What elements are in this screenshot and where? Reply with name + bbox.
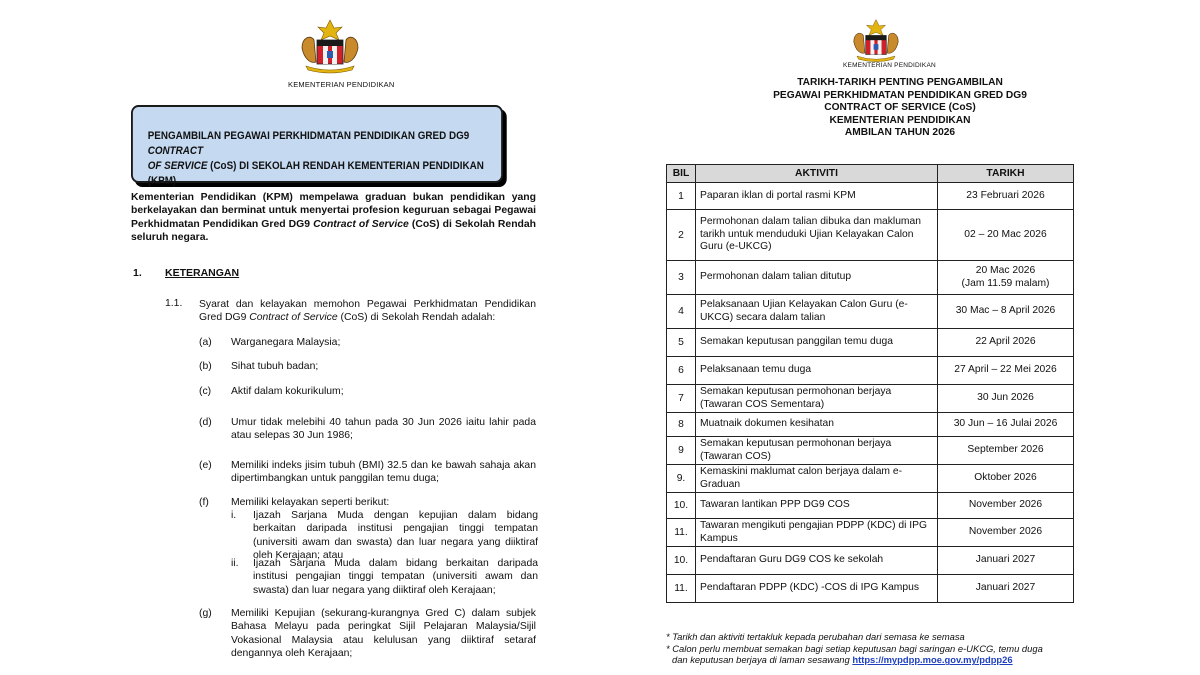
list-item-text: Aktif dalam kokurikulum; [231,386,344,397]
title-italic-a: CONTRACT [147,145,204,157]
table-row [667,295,1074,329]
cell-aktiviti: Permohonan dalam talian dibuka dan makluman tarikh untuk menduduki Ujian Kelayakan Calon Guru (e-UKCG) [696,210,938,261]
cell-tarikh: 22 April 2026 [938,329,1074,357]
table-row [667,385,1074,413]
intro-text-2: (CoS) di Sekolah Rendah seluruh negara. [131,218,537,244]
table-row [667,465,1074,493]
column-header-tarikh: TARIKH [938,165,1074,183]
cell-bil: 11. [667,575,696,603]
footnote-2-continuation [666,654,1043,666]
table-row [667,413,1074,437]
cell-aktiviti: Permohonan dalam talian ditutup [696,261,938,295]
cell-tarikh: Januari 2027 [938,575,1074,603]
sub-list-item-label: i. [231,510,237,521]
list-item-label: (a) [199,337,212,348]
cell-aktiviti: Semakan keputusan permohonan berjaya (Tawaran COS) [696,437,938,465]
list-item-label: (c) [199,386,212,397]
cell-bil: 3 [667,261,696,295]
cell-aktiviti: Pendaftaran Guru DG9 COS ke sekolah [696,547,938,575]
heading-line: AMBILAN TAHUN 2026 [844,127,956,139]
footnote-2: * Calon perlu membuat semakan bagi setiap keputusan bagi saringan e-UKCG, temu duga [666,642,1043,654]
list-item-label: (e) [199,460,212,471]
list-item-label: (d) [199,417,212,428]
footnotes [666,631,1043,666]
column-header-aktiviti: AKTIVITI [696,165,938,183]
sub-list-item-label: ii. [231,558,239,569]
table-row [667,493,1074,519]
list-item-label: (g) [199,608,212,619]
table-header-row [667,165,1074,183]
list-item-label: (f) [199,497,209,508]
heading-line: KEMENTERIAN PENDIDIKAN [829,114,971,126]
schedule-table-body [667,183,1074,603]
subsection-text-a: Syarat dan kelayakan memohon Pegawai Perkhidmatan Pendidikan Gred DG9 [199,299,536,324]
cell-tarikh: Oktober 2026 [938,465,1074,493]
table-row [667,519,1074,547]
cell-bil: 9 [667,437,696,465]
cell-tarikh: 30 Jun – 16 Julai 2026 [938,413,1074,437]
cell-bil: 1 [667,183,696,210]
table-row [667,357,1074,385]
cell-aktiviti: Paparan iklan di portal rasmi KPM [696,183,938,210]
cell-bil: 10. [667,493,696,519]
sub-list-item-text: Ijazah Sarjana Muda dengan kepujian dalam bidang berkaitan daripada institusi pengajian tinggi tempatan (universiti awam dan swasta) dan luar negara yang diiktiraf oleh Kerajaan; atau [253,510,538,562]
ministry-name-label: KEMENTERIAN PENDIDIKAN [843,62,936,69]
cell-aktiviti: Pelaksanaan Ujian Kelayakan Calon Guru (e-UKCG) secara dalam talian [696,295,938,329]
cell-tarikh: 27 April – 22 Mei 2026 [938,357,1074,385]
schedule-heading [600,77,1200,140]
table-row [667,261,1074,295]
list-item-text: Warganegara Malaysia; [231,337,341,348]
cell-bil: 11. [667,519,696,547]
table-row [667,575,1074,603]
cell-tarikh: September 2026 [938,437,1074,465]
heading-line: TARIKH-TARIKH PENTING PENGAMBILAN [797,77,1003,88]
cell-aktiviti: Pelaksanaan temu duga [696,357,938,385]
table-row [667,183,1074,210]
list-item-text: Memiliki Kepujian (sekurang-kurangnya Gred C) dalam subjek Bahasa Melayu pada peringkat Sijil Pelajaran Malaysia/Sijil Vokasional Malaysia atau kelulusan yang diiktiraf setaraf dengannya oleh Kerajaan; [231,608,536,660]
cell-tarikh: 02 – 20 Mac 2026 [938,210,1074,261]
cell-bil: 6 [667,357,696,385]
column-header-bil: BIL [667,165,696,183]
title-line-b: (CoS) DI SEKOLAH RENDAH KEMENTERIAN PENDIDIKAN (KPM) [147,160,484,187]
cell-aktiviti: Muatnaik dokumen kesihatan [696,413,938,437]
cell-bil: 5 [667,329,696,357]
footnote-2-text: dan keputusan berjaya di laman sesawang [672,654,850,666]
table-row [667,547,1074,575]
cell-bil: 8 [667,413,696,437]
title-italic-b: OF SERVICE [147,160,208,172]
cell-bil: 4 [667,295,696,329]
subsection-text [199,298,536,325]
cell-aktiviti: Pendaftaran PDPP (KDC) -COS di IPG Kampus [696,575,938,603]
cell-aktiviti: Semakan keputusan panggilan temu duga [696,329,938,357]
cell-aktiviti: Tawaran lantikan PPP DG9 COS [696,493,938,519]
list-item-text: Memiliki indeks jisim tubuh (BMI) 32.5 dan ke bawah sahaja akan dipertimbangkan untuk panggilan temu duga; [231,460,536,485]
intro-paragraph [131,191,536,245]
recruitment-title-box [131,105,503,187]
cell-tarikh: November 2026 [938,493,1074,519]
section-number: 1. [133,267,142,279]
mypdpp-link[interactable]: https://mypdpp.moe.gov.my/pdpp26 [852,654,1013,666]
cell-bil: 7 [667,385,696,413]
list-item-label: (b) [199,361,212,372]
malaysia-coat-of-arms-icon [849,18,903,64]
cell-bil: 10. [667,547,696,575]
cell-tarikh: 30 Mac – 8 April 2026 [938,295,1074,329]
cell-tarikh: 20 Mac 2026 (Jam 11.59 malam) [938,261,1074,295]
cell-tarikh: 30 Jun 2026 [938,385,1074,413]
schedule-table [666,164,1074,603]
list-item-text: Memiliki kelayakan seperti berikut: [231,497,390,508]
title-line-a: PENGAMBILAN PEGAWAI PERKHIDMATAN PENDIDIKAN GRED DG9 [147,130,470,142]
cell-aktiviti: Tawaran mengikuti pengajian PDPP (KDC) di IPG Kampus [696,519,938,547]
list-item-text: Sihat tubuh badan; [231,361,319,372]
subsection-italic: Contract of Service [249,312,338,324]
subsection-text-b: (CoS) di Sekolah Rendah adalah: [340,312,496,324]
cell-tarikh: 23 Februari 2026 [938,183,1074,210]
cell-bil: 2 [667,210,696,261]
heading-line: CONTRACT OF SERVICE (CoS) [824,102,976,114]
intro-italic: Contract of Service [313,218,409,230]
subsection-number: 1.1. [165,298,183,309]
intro-text-1: Kementerian Pendidikan (KPM) mempelawa graduan bukan pendidikan yang berkelayakan dan berminat untuk menyertai profesion keguruan sebagai Pegawai Perkhidmatan Pendidikan Gred DG9 [131,192,536,230]
cell-bil: 9. [667,465,696,493]
heading-line: PEGAWAI PERKHIDMATAN PENDIDIKAN GRED DG9 [773,89,1027,101]
table-row [667,437,1074,465]
sub-list-item-text: Ijazah Sarjana Muda dalam bidang berkaitan daripada institusi pengajian tinggi tempatan (universiti awam dan swasta) dan luar negara yang diiktiraf oleh Kerajaan; [253,558,538,596]
table-row [667,210,1074,261]
section-title: KETERANGAN [165,267,240,279]
list-item-text: Umur tidak melebihi 40 tahun pada 30 Jun 2026 iaitu lahir pada atau selepas 30 Jun 1986; [231,417,536,442]
ministry-name-label: KEMENTERIAN PENDIDIKAN [288,80,395,89]
cell-aktiviti: Kemaskini maklumat calon berjaya dalam e-Graduan [696,465,938,493]
footnote-1: * Tarikh dan aktiviti tertakluk kepada perubahan dari semasa ke semasa [666,631,965,642]
malaysia-coat-of-arms-icon [296,18,364,76]
cell-tarikh: November 2026 [938,519,1074,547]
table-row [667,329,1074,357]
cell-aktiviti: Semakan keputusan permohonan berjaya (Tawaran COS Sementara) [696,385,938,413]
cell-tarikh: Januari 2027 [938,547,1074,575]
